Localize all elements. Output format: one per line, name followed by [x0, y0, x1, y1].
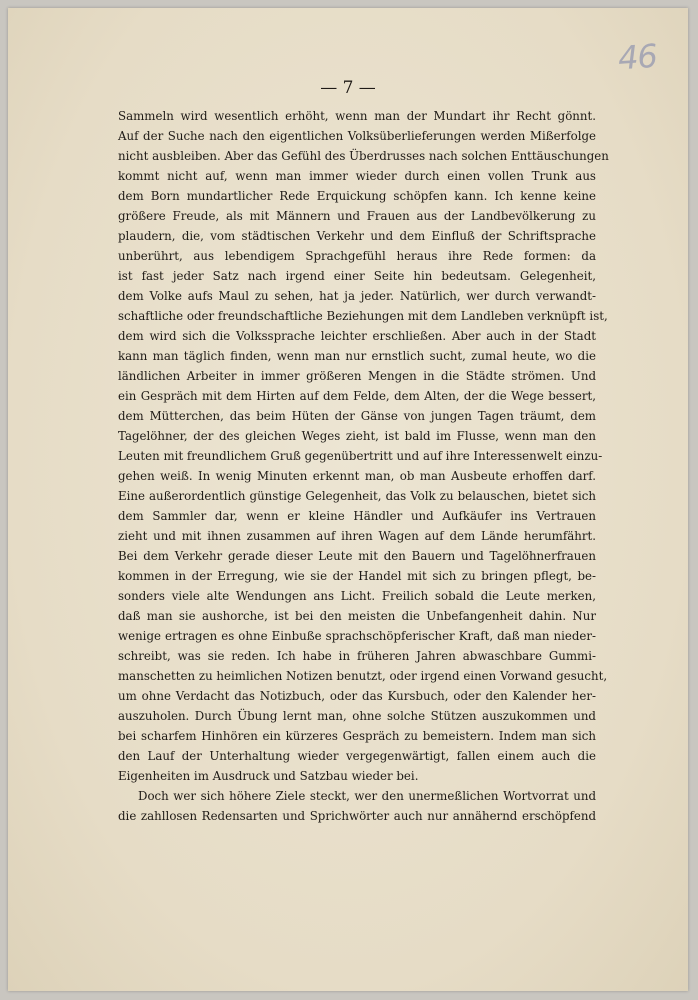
body-line: Eine außerordentlich günstige Gelegenheit, das Volk zu belauschen, bietet sich [118, 489, 596, 503]
body-line: Tagelöhner, der des gleichen Weges zieht, ist bald im Flusse, wenn man den [118, 429, 596, 443]
body-line: dem wird sich die Volkssprache leichter erschließen. Aber auch in der Stadt [118, 329, 596, 343]
body-line: Doch wer sich höhere Ziele steckt, wer den unermeßlichen Wortvorrat und [138, 789, 596, 803]
body-line: ländlichen Arbeiter in immer größeren Mengen in die Städte strömen. Und [118, 369, 596, 383]
body-line: wenige ertragen es ohne Einbuße sprachschöpferischer Kraft, daß man nieder- [118, 629, 596, 643]
body-line: sonders viele alte Wendungen ans Licht. Freilich sobald die Leute merken, [118, 589, 596, 603]
body-line: kommt nicht auf, wenn man immer wieder durch einen vollen Trunk aus [118, 169, 596, 183]
body-line: dem Born mundartlicher Rede Erquickung schöpfen kann. Ich kenne keine [118, 189, 596, 203]
body-line: zieht und mit ihnen zusammen auf ihren Wagen auf dem Lände herumfährt. [118, 529, 596, 543]
page-number: — 7 — [320, 78, 376, 98]
body-line: bei scharfem Hinhören ein kürzeres Gespräch zu bemeistern. Indem man sich [118, 729, 596, 743]
body-line: kommen in der Erregung, wie sie der Handel mit sich zu bringen pflegt, be- [118, 569, 596, 583]
body-line: auszuholen. Durch Übung lernt man, ohne solche Stützen auszukommen und [118, 709, 596, 723]
body-line: ist fast jeder Satz nach irgend einer Seite hin bedeutsam. Gelegenheit, [118, 269, 596, 283]
body-line: schaftliche oder freundschaftliche Beziehungen mit dem Landleben verknüpft ist, [118, 309, 608, 323]
body-line: die zahllosen Redensarten und Sprichwörter auch nur annähernd erschöpfend [118, 809, 596, 823]
document-page [8, 8, 688, 991]
body-line: Bei dem Verkehr gerade dieser Leute mit den Bauern und Tagelöhnerfrauen [118, 549, 596, 563]
body-line: den Lauf der Unterhaltung wieder vergegenwärtigt, fallen einem auch die [118, 749, 596, 763]
body-line: gehen weiß. In wenig Minuten erkennt man, ob man Ausbeute erhoffen darf. [118, 469, 596, 483]
body-line: schreibt, was sie reden. Ich habe in früheren Jahren abwaschbare Gummi- [118, 649, 596, 663]
body-line: nicht ausbleiben. Aber das Gefühl des Überdrusses nach solchen Enttäuschungen [118, 149, 609, 163]
body-line: unberührt, aus lebendigem Sprachgefühl heraus ihre Rede formen: da [118, 249, 596, 263]
body-line: kann man täglich finden, wenn man nur ernstlich sucht, zumal heute, wo die [118, 349, 596, 363]
body-line: dem Mütterchen, das beim Hüten der Gänse von jungen Tagen träumt, dem [118, 409, 596, 423]
handwritten-archive-number: 46 [616, 36, 658, 78]
body-line: Leuten mit freundlichem Gruß gegenübertritt und auf ihre Interessenwelt einzu- [118, 449, 603, 463]
body-line: ein Gespräch mit dem Hirten auf dem Felde, dem Alten, der die Wege bessert, [118, 389, 596, 403]
body-line: größere Freude, als mit Männern und Frauen aus der Landbevölkerung zu [118, 209, 596, 223]
body-line: Auf der Suche nach den eigentlichen Volksüberlieferungen werden Mißerfolge [118, 129, 596, 143]
body-line: dem Sammler dar, wenn er kleine Händler und Aufkäufer ins Vertrauen [118, 509, 596, 523]
body-line: daß man sie aushorche, ist bei den meisten die Unbefangenheit dahin. Nur [118, 609, 596, 623]
body-line: plaudern, die, vom städtischen Verkehr und dem Einfluß der Schriftsprache [118, 229, 596, 243]
body-line: dem Volke aufs Maul zu sehen, hat ja jeder. Natürlich, wer durch verwandt- [118, 289, 596, 303]
body-line: manschetten zu heimlichen Notizen benutzt, oder irgend einen Vorwand gesucht, [118, 669, 608, 683]
body-line: Eigenheiten im Ausdruck und Satzbau wieder bei. [118, 769, 419, 783]
body-line: um ohne Verdacht das Notizbuch, oder das Kursbuch, oder den Kalender her- [118, 689, 596, 703]
body-line: Sammeln wird wesentlich erhöht, wenn man der Mundart ihr Recht gönnt. [118, 109, 596, 123]
